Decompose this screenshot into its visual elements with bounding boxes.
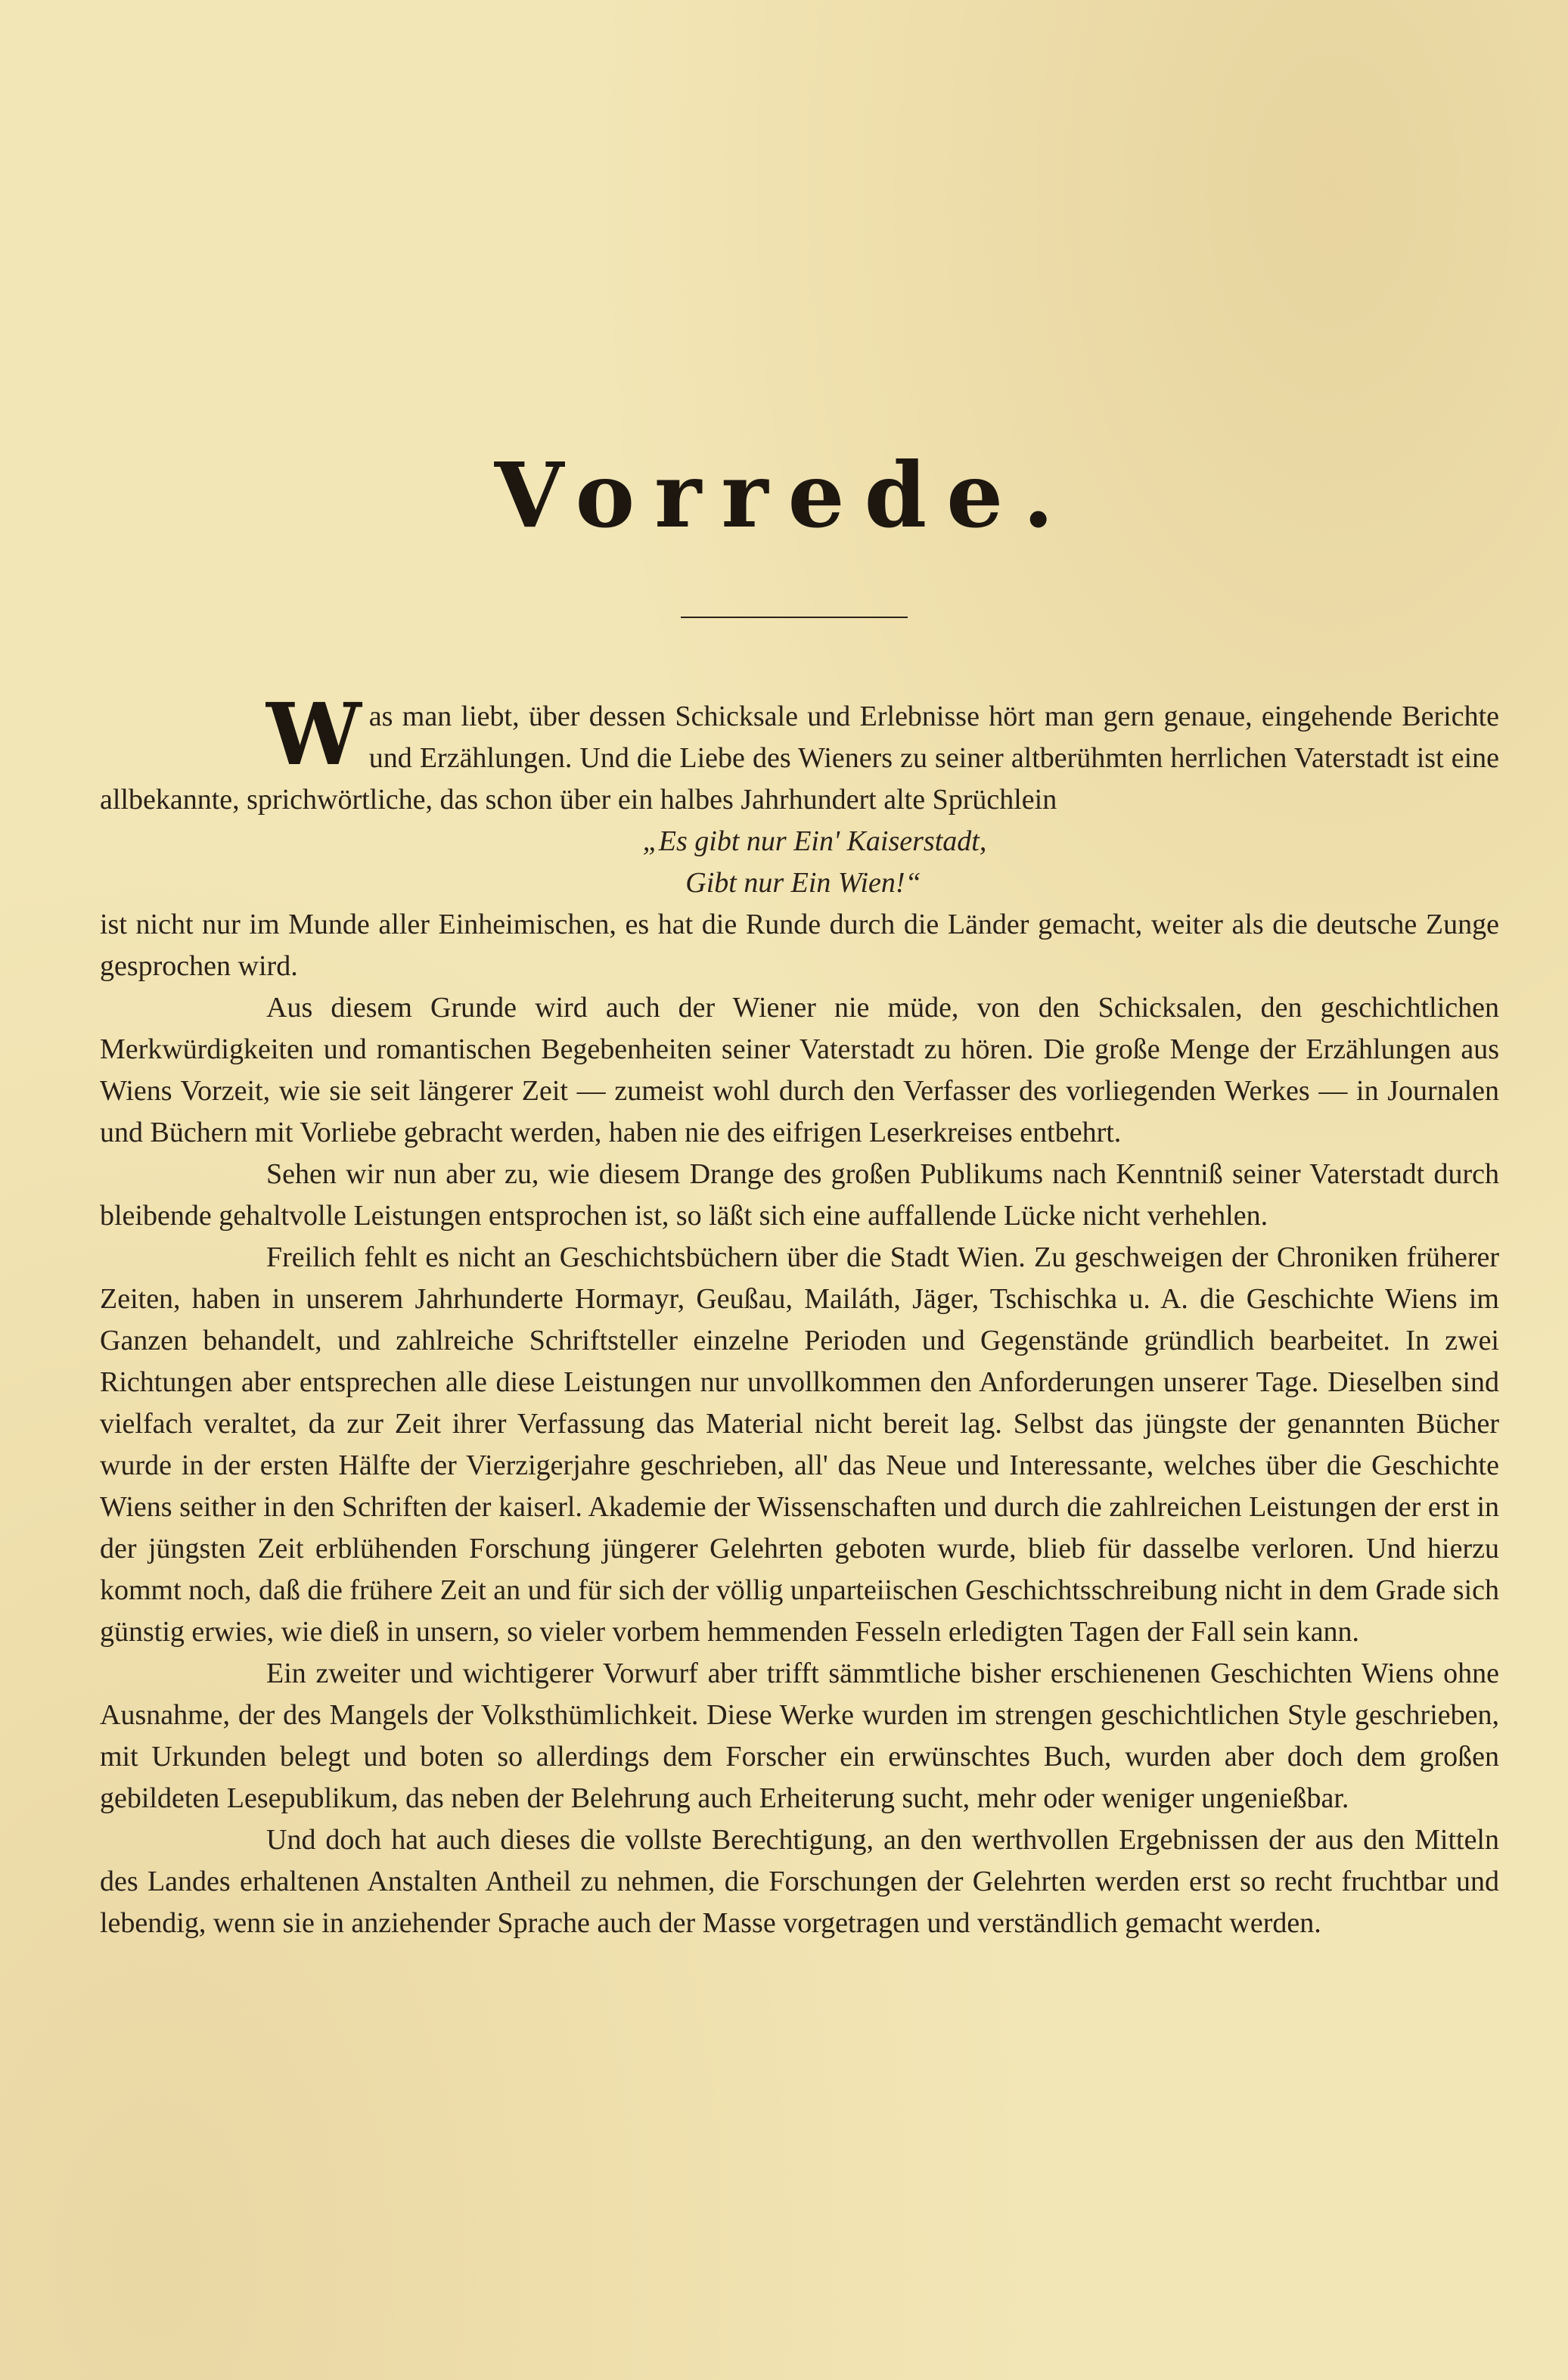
verse-line-2: Gibt nur Ein Wien!“: [685, 867, 921, 899]
paragraph: Aus diesem Grunde wird auch der Wiener nie müde, von den Schicksalen, den geschichtlichen Merkwürdigkeiten und romantischen Begebenheiten seiner Vaterstadt zu hören. Die große Menge der Erzählungen aus Wiens Vorzeit, wie sie seit längerer Zeit — zumeist wohl durch den Verfasser des vorliegenden Werkes — in Journalen und Büchern mit Vorliebe gebracht werden, haben nie des eifrigen Leserkreises entbehrt.: [100, 992, 1499, 1148]
paragraph-intro: [100, 685, 1499, 821]
paragraph: Sehen wir nun aber zu, wie diesem Drange des großen Publikums nach Kenntniß seiner Vaterstadt durch bleibende gehaltvolle Leistungen entsprochen ist, so läßt sich eine auffallende Lücke nicht verhehlen.: [100, 1158, 1499, 1232]
page-title: Vorrede.: [494, 443, 1074, 548]
title-divider: [681, 617, 908, 618]
paragraph-intro-continuation: ist nicht nur im Munde aller Einheimischen, es hat die Runde durch die Länder gemacht, weiter als die deutsche Zunge gesprochen wird.: [100, 909, 1499, 982]
paragraph: Und doch hat auch dieses die vollste Berechtigung, an den werthvollen Ergebnissen der aus den Mitteln des Landes erhaltenen Anstalten Antheil zu nehmen, die Forschungen der Gelehrten werden erst so recht fruchtbar und lebendig, wenn sie in anziehender Sprache auch der Masse vorgetragen und verständlich gemacht werden.: [100, 1824, 1499, 1939]
paragraph-intro-text: as man liebt, über dessen Schicksale und Erlebnisse hört man gern genaue, eingehende Berichte und Erzählungen. Und die Liebe des Wieners zu seiner altberühmten herrlichen Vaterstadt ist eine allbekannte, sprichwörtliche, das schon über ein halbes Jahrhundert alte Sprüchlein: [100, 701, 1499, 816]
preface-body: [100, 685, 1499, 1944]
drop-capital: W: [266, 685, 362, 785]
paragraph: Freilich fehlt es nicht an Geschichtsbüchern über die Stadt Wien. Zu geschweigen der Chroniken früherer Zeiten, haben in unserem Jahrhunderte Hormayr, Geußau, Mailáth, Jäger, Tschischka u. A. die Geschichte Wiens im Ganzen behandelt, und zahlreiche Schriftsteller einzelne Perioden und Gegenstände gründlich bearbeitet. In zwei Richtungen aber entsprechen alle diese Leistungen nur unvollkommen den Anforderungen unserer Tage. Dieselben sind vielfach veraltet, da zur Zeit ihrer Verfassung das Material nicht bereit lag. Selbst das jüngste der genannten Bücher wurde in der ersten Hälfte der Vierzigerjahre geschrieben, all' das Neue und Interessante, welches über die Geschichte Wiens seither in den Schriften der kaiserl. Akademie der Wissenschaften und durch die zahlreichen Leistungen der erst in der jüngsten Zeit erblühenden Forschung jüngerer Gelehrten geboten wurde, blieb für dasselbe verloren. Und hierzu kommt noch, daß die frühere Zeit an und für sich der völlig unparteiischen Geschichtsschreibung nicht in dem Grade sich günstig erwies, wie dieß in unsern, so vieler vorbem hemmenden Fesseln erledigten Tagen der Fall sein kann.: [100, 1241, 1499, 1648]
paragraph: Ein zweiter und wichtigerer Vorwurf aber trifft sämmtliche bisher erschienenen Geschichten Wiens ohne Ausnahme, der des Mangels der Volksthümlichkeit. Diese Werke wurden im strengen geschichtlichen Style geschrieben, mit Urkunden belegt und boten so allerdings dem Forscher ein erwünschtes Buch, wurden aber doch dem großen gebildeten Lesepublikum, das neben der Belehrung auch Erheiterung sucht, mehr oder weniger ungenießbar.: [100, 1658, 1499, 1814]
verse-line-1: „Es gibt nur Ein' Kaiserstadt,: [642, 825, 987, 857]
